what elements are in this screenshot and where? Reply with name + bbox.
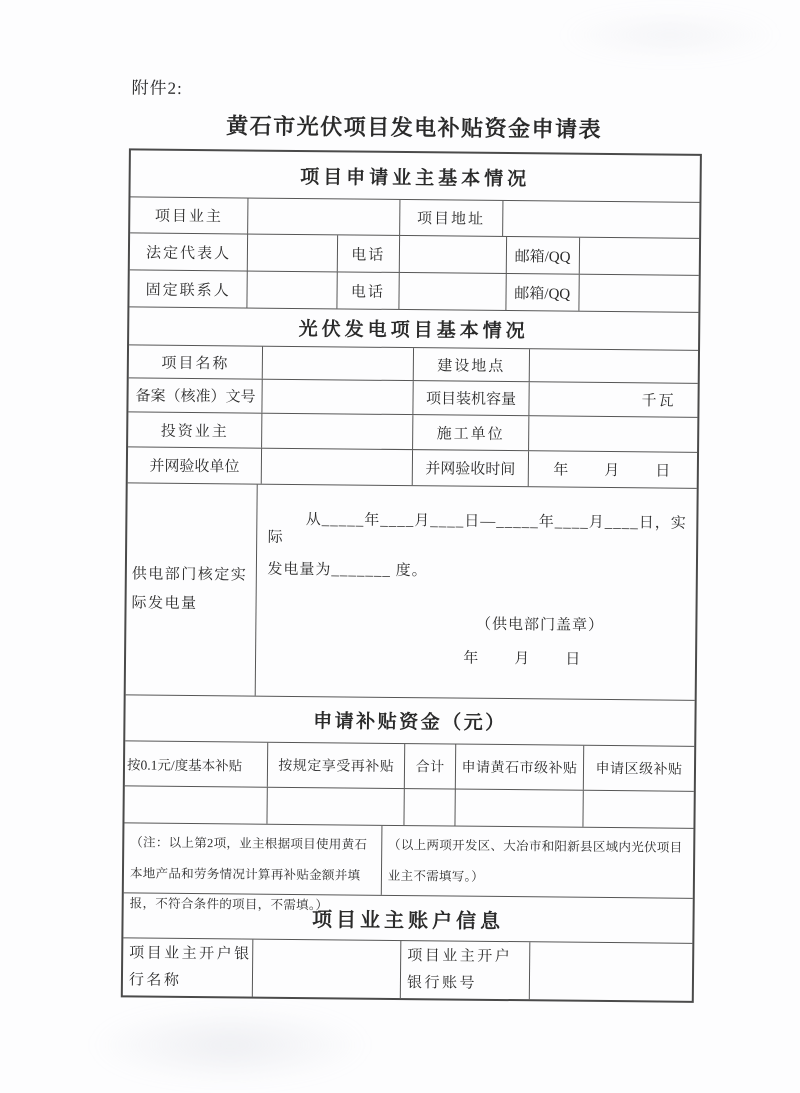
- table-row: [130, 196, 699, 237]
- filing-number-label: 备案（核准）文号: [135, 388, 256, 406]
- bank-name-label: 项目业主开户银行名称: [128, 944, 252, 989]
- project-owner-value-cell: [247, 199, 399, 235]
- re-subsidy-value-cell: [267, 788, 404, 825]
- section-header-row: [129, 306, 698, 349]
- fixed-contact-value-cell: [247, 272, 337, 309]
- account-section-header: 项目业主账户信息: [311, 908, 505, 933]
- grid-acceptance-time-value-cell: 年 月 日: [528, 451, 697, 488]
- phone-label: 电话: [336, 272, 399, 309]
- city-subsidy-column-header: 申请黄石市级补贴: [455, 745, 583, 790]
- investment-owner-label: 投资业主: [160, 423, 229, 440]
- construction-unit-label: 施工单位: [412, 415, 528, 450]
- bank-info-row: [123, 937, 693, 1000]
- table-row: [129, 269, 698, 311]
- table-row: [128, 411, 697, 451]
- grid-acceptance-unit-label: 并网验收单位: [149, 458, 240, 476]
- bank-account-label: 项目业主开户银行账号: [400, 941, 530, 999]
- subsidy-columns-row: [125, 740, 694, 790]
- power-department-stamp-label: （供电部门盖章）: [476, 616, 605, 634]
- total-value-cell: [404, 789, 455, 825]
- table-row: [128, 377, 697, 416]
- email-qq-value-cell: [579, 238, 699, 275]
- total-column-header: 合计: [404, 744, 455, 788]
- email-qq-value-cell: [578, 275, 698, 312]
- phone-value-cell: [399, 236, 506, 273]
- city-subsidy-value-cell: [454, 790, 582, 827]
- verified-generation-label: 供电部门核定实际发电量: [131, 566, 248, 612]
- subsidy-values-row: [124, 785, 693, 827]
- email-qq-label: 邮箱/QQ: [505, 237, 579, 274]
- section-header-row: [123, 892, 692, 942]
- owner-section-header: 项目申请业主基本情况: [300, 166, 531, 190]
- note-right: （以上两项开发区、大冶市和阳新县区域内光伏项目业主不需填写。）: [381, 826, 694, 898]
- grid-acceptance-time-label: 并网验收时间: [412, 450, 528, 486]
- basic-subsidy-column-header: 按0.1元/度基本补贴: [126, 757, 243, 774]
- table-row: [129, 344, 698, 382]
- bank-name-value-cell: [252, 940, 400, 998]
- phone-label: 电话: [336, 235, 399, 272]
- re-subsidy-column-header: 按规定享受再补贴: [267, 743, 405, 788]
- note-left: （注：以上第2项，业主根据项目使用黄石本地产品和劳务情况计算再补贴金额并填报，不符合条件的项目，不需填。）: [129, 835, 368, 913]
- subsidy-section-header: 申请补贴资金（元）: [313, 711, 507, 735]
- verified-generation-content-cell: [255, 485, 697, 700]
- project-address-value-cell: [502, 201, 700, 238]
- district-subsidy-column-header: 申请区级补贴: [583, 746, 694, 791]
- generation-amount-line: 发电量为_______ 度。: [267, 561, 428, 580]
- page-title: 黄石市光伏项目发电补贴资金申请表: [226, 113, 603, 142]
- filing-number-value-cell: [262, 380, 413, 414]
- grid-acceptance-unit-value-cell: [261, 449, 412, 485]
- basic-subsidy-value-cell: [124, 786, 267, 823]
- section-header-row: [130, 150, 699, 201]
- installed-capacity-label: 项目装机容量: [412, 381, 528, 415]
- application-form-table: [121, 148, 702, 1002]
- table-row: [128, 446, 697, 487]
- installed-capacity-unit-cell: 千瓦: [528, 382, 697, 417]
- project-name-value-cell: [262, 347, 413, 380]
- stamp-date-line: 年 月 日: [463, 650, 583, 668]
- bank-account-value-cell: [529, 942, 692, 1001]
- project-address-label: 项目地址: [399, 200, 502, 236]
- construction-unit-value-cell: [528, 416, 697, 452]
- notes-row: [124, 822, 694, 913]
- construction-site-value-cell: [529, 349, 698, 383]
- generation-period-line: 从_____年____月____日—_____年____月____日，实际: [267, 512, 687, 546]
- project-owner-label: 项目业主: [154, 208, 223, 226]
- phone-value-cell: [399, 273, 506, 310]
- legal-representative-value-cell: [247, 235, 337, 272]
- construction-site-label: 建设地点: [413, 348, 529, 381]
- district-subsidy-value-cell: [582, 791, 693, 828]
- investment-owner-value-cell: [261, 414, 412, 449]
- project-section-header: 光伏发电项目基本情况: [298, 319, 529, 343]
- fixed-contact-label: 固定联系人: [145, 282, 231, 299]
- section-header-row: [125, 694, 694, 745]
- attachment-label: 附件2:: [131, 78, 183, 98]
- legal-representative-label: 法定代表人: [145, 245, 232, 262]
- generation-verification-row: [126, 482, 697, 699]
- project-name-label: 项目名称: [161, 355, 230, 372]
- email-qq-label: 邮箱/QQ: [505, 274, 579, 311]
- table-row: [130, 232, 699, 274]
